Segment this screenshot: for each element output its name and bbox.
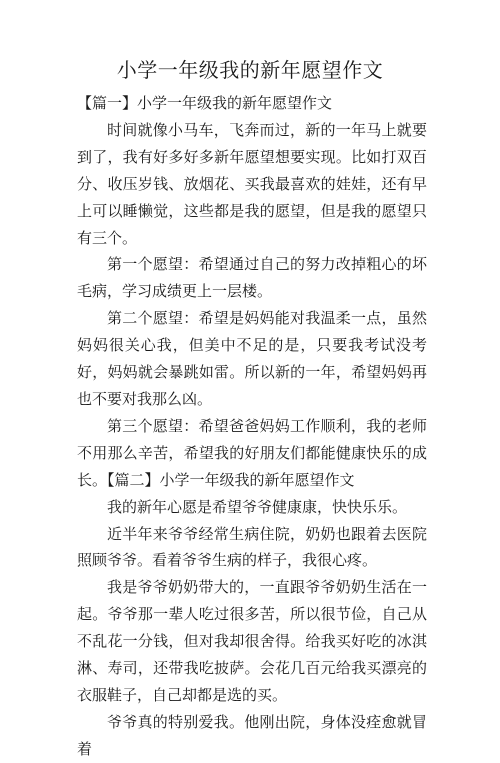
paragraph: 我是爷爷奶奶带大的，一直跟爷爷奶奶生活在一起。爷爷那一辈人吃过很多苦，所以很节俭，自己从不乱花一分钱，但对我却很舍得。给我买好吃的冰淇淋、寿司，还带我吃披萨。会花几百元给我买漂亮的衣服鞋子，自己却都是选的买。 — [77, 578, 427, 704]
document-body — [77, 90, 427, 763]
paragraph: 第二个愿望：希望是妈妈能对我温柔一点，虽然妈妈很关心我，但美中不足的是，只要我考试没考好，妈妈就会暴跳如雷。所以新的一年，希望妈妈再也不要对我那么凶。 — [77, 309, 427, 408]
paragraph: 第三个愿望：希望爸爸妈妈工作顺利，我的老师不用那么辛苦，希望我的好朋友们都能健康快乐的成长。【篇二】小学一年级我的新年愿望作文 — [77, 416, 427, 489]
paragraph: 第一个愿望：希望通过自己的努力改掉粗心的坏毛病，学习成绩更上一层楼。 — [77, 255, 427, 301]
document-title: 小学一年级我的新年愿望作文 — [116, 58, 384, 82]
section-heading: 【篇一】小学一年级我的新年愿望作文 — [77, 94, 333, 112]
paragraph: 我的新年心愿是希望爷爷健康康，快快乐乐。 — [107, 497, 408, 516]
paragraph: 近半年来爷爷经常生病住院，奶奶也跟着去医院照顾爷爷。看着爷爷生病的样子，我很心疼。 — [77, 524, 427, 570]
paragraph: 爷爷真的特别爱我。他刚出院，身体没痊愈就冒着 — [77, 712, 427, 758]
paragraph: 时间就像小马车，飞奔而过，新的一年马上就要到了，我有好多好多新年愿望想要实现。比如打双百分、收压岁钱、放烟花、买我最喜欢的娃娃，还有早上可以睡懒觉，这些都是我的愿望，但是我的愿望只有三个。 — [77, 120, 427, 247]
